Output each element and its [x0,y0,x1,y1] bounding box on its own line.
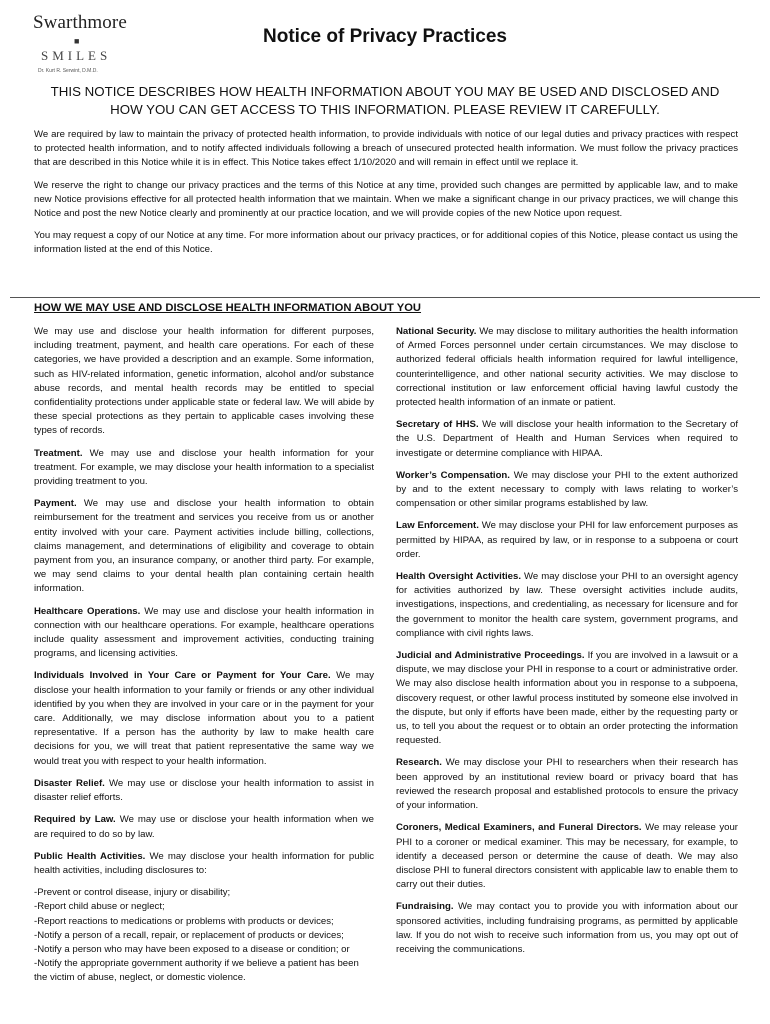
paragraph-public-health [34,850,374,878]
paragraph-fundraising [396,900,738,957]
public-health-list [34,886,374,985]
paragraph-text: If you are involved in a lawsuit or a dispute, we may disclose your PHI in response to a court or administrative order. We may also disclose health information about you in response to a subpoena, discovery request, or other lawful process instituted by someone else involved in the dispute, but only if efforts have been made, either by the requesting party or us, to tell you about the request or to obtain an order protecting the information requested. [396,650,738,747]
paragraph-heading: Required by Law. [34,814,116,826]
paragraph-text: We may disclose your PHI to the extent authorized by and to the extent necessary to comply with laws relating to worker’s compensation or other similar programs established by law. [396,469,739,510]
paragraph-heading: National Security. [396,326,477,337]
paragraph-required-by-law [34,813,374,841]
paragraph-text: We may use and disclose your health information for your treatment. For example, we may disclose your health information to a specialist providing treatment to you. [34,447,374,488]
logo-brand: Swarthmore [33,12,127,33]
paragraph-health-oversight [396,570,738,641]
section-heading: HOW WE MAY USE AND DISCLOSE HEALTH INFORMATION ABOUT YOU [34,302,422,314]
paragraph-heading: Coroners, Medical Examiners, and Funeral Directors. [396,822,642,834]
paragraph-treatment [34,447,374,490]
paragraph-text: We will disclose your health information to the Secretary of the U.S. Department of Health and Human Services when required to investigate or determine compliance with HIPAA. [396,419,738,459]
paragraph-heading: Worker’s Compensation. [396,469,510,481]
paragraph-heading: Fundraising. [396,901,454,913]
paragraph-heading: Treatment. [34,447,83,459]
notice-headline: THIS NOTICE DESCRIBES HOW HEALTH INFORMATION ABOUT YOU MAY BE USED AND DISCLOSED AND HOW YOU CAN GET ACCESS TO THIS INFORMATION. PLEASE REVIEW IT CAREFULLY. [50,84,720,117]
paragraph-text: We may use and disclose your health information in connection with our healthcare operations. For example, healthcare operations include quality assessment and improvement activities, conducting training programs, and licensing activities. [34,605,374,660]
paragraph-heading: Health Oversight Activities. [396,571,522,583]
paragraph-secretary-hhs [396,418,738,461]
paragraph-payment [34,497,374,596]
paragraph-text: We may disclose your PHI for law enforcement purposes as permitted by HIPAA, as required by law, or in response to a subpoena or court order. [396,520,738,560]
paragraph-text: We may disclose your health information to your family or friends or any other individual identified by you when they are involved in your care or in the payment for your care. Additionally, we may disclose information about you to a patient representative. If a person has the authority by law to make health care decisions for you, we will treat that patient representative the same way we would treat you with respect to your health information. [34,670,374,767]
page-title: Notice of Privacy Practices [263,26,507,47]
paragraph-heading: Law Enforcement. [396,520,479,532]
right-column [396,325,738,965]
list-item: -Notify a person of a recall, repair, or replacement of products or devices; [34,929,344,941]
paragraph-text: We may use or disclose your health information to assist in disaster relief efforts. [34,777,375,804]
intro-section [34,128,738,266]
paragraph-research [396,756,738,813]
paragraph-text: We may use or disclose your health information when we are required to do so by law. [34,814,374,840]
left-column [34,325,374,986]
paragraph-heading: Payment. [34,498,77,510]
intro-paragraph: We are required by law to maintain the privacy of protected health information, to provide individuals with notice of our legal duties and privacy practices with respect to protected health information, and to notify affected individuals following a breach of unsecured protected health information. We must follow the privacy practices that are described in this Notice while it is in effect. This Notice takes effect 1/10/2020 and will remain in effect until we replace it. [34,129,738,169]
paragraph-text: We may use and disclose your health information to obtain reimbursement for the treatment and services you receive from us or another entity involved with your care. Payment activities include billing, collections, claims management, and determinations of eligibility and coverage to obtain payment from you, an insurance company, or another third party. For example, we may send claims to your dental health plan containing certain health information. [34,498,374,595]
list-item: -Report child abuse or neglect; [34,901,165,913]
paragraph-text: We may release your PHI to a coroner or medical examiner. This may be necessary, for example, to identify a deceased person or determine the cause of death. We may also disclose PHI to funeral directors consistent with applicable law to enable them to carry out their duties. [396,822,738,891]
list-item: -Notify the appropriate government authority if we believe a patient has been the victim of abuse, neglect, or domestic violence. [34,958,359,984]
paragraph-national-security [396,325,738,410]
paragraph-judicial-proceedings [396,649,738,748]
paragraph-coroners [396,821,738,892]
paragraph-disaster-relief [34,777,374,805]
list-item: -Notify a person who may have been exposed to a disease or condition; or [34,943,350,955]
logo-smiles: SMILES [41,48,112,63]
left-opening-paragraph: We may use and disclose your health information for different purposes, including treatment, payment, and health care operations. For each of these categories, we have provided a description and an example. Some information, such as HIV-related information, genetic information, alcohol and/or substance abuse records, and mental health records may be entitled to special confidentiality protections under applicable state or federal law. We will abide by these special protections as they pertain to applicable cases involving these types of records. [34,326,374,437]
paragraph-text: We may disclose to military authorities the health information of Armed Forces personnel under certain circumstances. We may disclose to authorized federal officials health information required for lawful intelligence, counterintelligence, and other national security activities. We may disclose to correctional institution or law enforcement official having lawful custody the protected health information of an inmate or patient. [396,326,738,409]
paragraph-heading: Research. [396,757,442,769]
paragraph-heading: Public Health Activities. [34,850,146,862]
paragraph-individuals-involved [34,669,374,768]
list-item: -Prevent or control disease, injury or disability; [34,887,231,899]
intro-paragraph: You may request a copy of our Notice at any time. For more information about our privacy practices, or for additional copies of this Notice, please contact us using the information listed at the end of this Notice. [34,230,738,256]
tooth-icon: ■ [74,36,80,46]
paragraph-text: We may contact you to provide you with information about our sponsored activities, including fundraising programs, as permitted by applicable law. If you do not wish to receive such information from us, you may opt out of receiving the communications. [396,901,738,955]
intro-paragraph: We reserve the right to change our privacy practices and the terms of this Notice at any time, provided such changes are permitted by applicable law, and to make new Notice provisions effective for all protected health information that we maintain. When we make a significant change in our privacy practices, we will change this Notice and post the new Notice clearly and prominently at our practice location, and we will provide copies of the new Notice upon request. [34,179,738,220]
paragraph-text: We may disclose your PHI to researchers when their research has been approved by an institutional review board or privacy board that has reviewed the research proposal and established protocols to ensure the privacy of your information. [396,757,738,812]
paragraph-workers-compensation [396,469,738,512]
paragraph-heading: Disaster Relief. [34,777,105,789]
paragraph-text: We may disclose your health information for public health activities, including disclosures to: [34,850,374,876]
paragraph-heading: Individuals Involved in Your Care or Payment for Your Care. [34,670,331,682]
list-item: -Report reactions to medications or problems with products or devices; [34,915,334,927]
paragraph-text: We may disclose your PHI to an oversight agency for activities authorized by law. These oversight activities include audits, investigations, inspections, and credentialing, as necessary for licensure and for the government to monitor the health care system, government programs, and compliance with civil rights laws. [396,571,739,639]
paragraph-healthcare-operations [34,605,374,662]
logo-doctor-name: Dr. Kurt R. Serwint, D.M.D. [38,68,98,74]
paragraph-law-enforcement [396,519,738,562]
paragraph-heading: Healthcare Operations. [34,605,141,617]
paragraph-heading: Judicial and Administrative Proceedings. [396,650,585,662]
paragraph-heading: Secretary of HHS. [396,419,479,431]
section-divider [10,297,760,298]
